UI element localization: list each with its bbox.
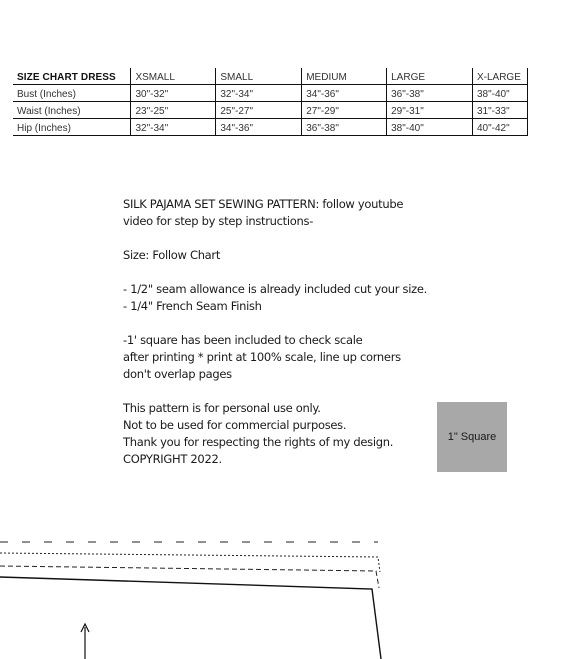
size-header-medium: MEDIUM: [302, 68, 387, 85]
size-chart-header-row: [13, 68, 528, 85]
table-row: [13, 119, 528, 136]
size-header-small: SMALL: [216, 68, 302, 85]
copyright-note: COPYRIGHT 2022.: [123, 452, 222, 466]
scale-square-label: 1" Square: [447, 431, 497, 443]
table-cell: 29"-31": [387, 102, 473, 119]
instructions-size: [123, 247, 453, 264]
scale-check-square: [437, 402, 507, 472]
scale-note: -1' square has been included to check scale: [123, 333, 363, 347]
table-cell: 34"-36": [216, 119, 302, 136]
table-cell: 32"-34": [131, 119, 216, 136]
seam-line-dotted: [0, 553, 380, 572]
row-label-bust: Bust (Inches): [13, 85, 131, 102]
table-cell: 30"-32": [131, 85, 216, 102]
size-header-xsmall: XSMALL: [131, 68, 216, 85]
table-cell: 34"-36": [302, 85, 387, 102]
instructions-title: [123, 196, 453, 230]
table-cell: 36"-38": [302, 119, 387, 136]
table-cell: 38"-40": [387, 119, 473, 136]
table-row: [13, 102, 528, 119]
row-label-waist: Waist (Inches): [13, 102, 131, 119]
row-label-hip: Hip (Inches): [13, 119, 131, 136]
table-cell: 40"-42": [472, 119, 527, 136]
size-header-xlarge: X-LARGE: [472, 68, 527, 85]
seam-line-dashed: [0, 566, 379, 588]
legal-note: Thank you for respecting the rights of my design.: [123, 435, 394, 449]
scale-note: don't overlap pages: [123, 367, 232, 381]
table-row: [13, 85, 528, 102]
instructions-seams: [123, 281, 453, 315]
instructions-scale: [123, 332, 453, 383]
scale-note: after printing * print at 100% scale, line up corners: [123, 350, 401, 364]
seam-note: - 1/4" French Seam Finish: [123, 299, 262, 313]
table-cell: 38"-40": [472, 85, 527, 102]
size-chart-title: SIZE CHART DRESS: [13, 68, 131, 85]
legal-note: Not to be used for commercial purposes.: [123, 418, 347, 432]
table-cell: 27"-29": [302, 102, 387, 119]
table-cell: 32"-34": [216, 85, 302, 102]
size-chart-table: [13, 68, 528, 136]
cut-line-solid: [0, 577, 381, 659]
instructions-title-line: SILK PAJAMA SET SEWING PATTERN: follow youtube: [123, 197, 404, 211]
pattern-instructions: [123, 196, 453, 485]
table-cell: 25"-27": [216, 102, 302, 119]
table-cell: 36"-38": [387, 85, 473, 102]
seam-note: - 1/2" seam allowance is already included cut your size.: [123, 282, 428, 296]
table-cell: 23"-25": [131, 102, 216, 119]
pattern-piece-outline: [0, 520, 570, 659]
legal-note: This pattern is for personal use only.: [123, 401, 321, 415]
size-header-large: LARGE: [387, 68, 473, 85]
instructions-legal: [123, 400, 453, 468]
table-cell: 31"-33": [472, 102, 527, 119]
size-note: Size: Follow Chart: [123, 248, 221, 262]
instructions-title-line: video for step by step instructions-: [123, 214, 314, 228]
